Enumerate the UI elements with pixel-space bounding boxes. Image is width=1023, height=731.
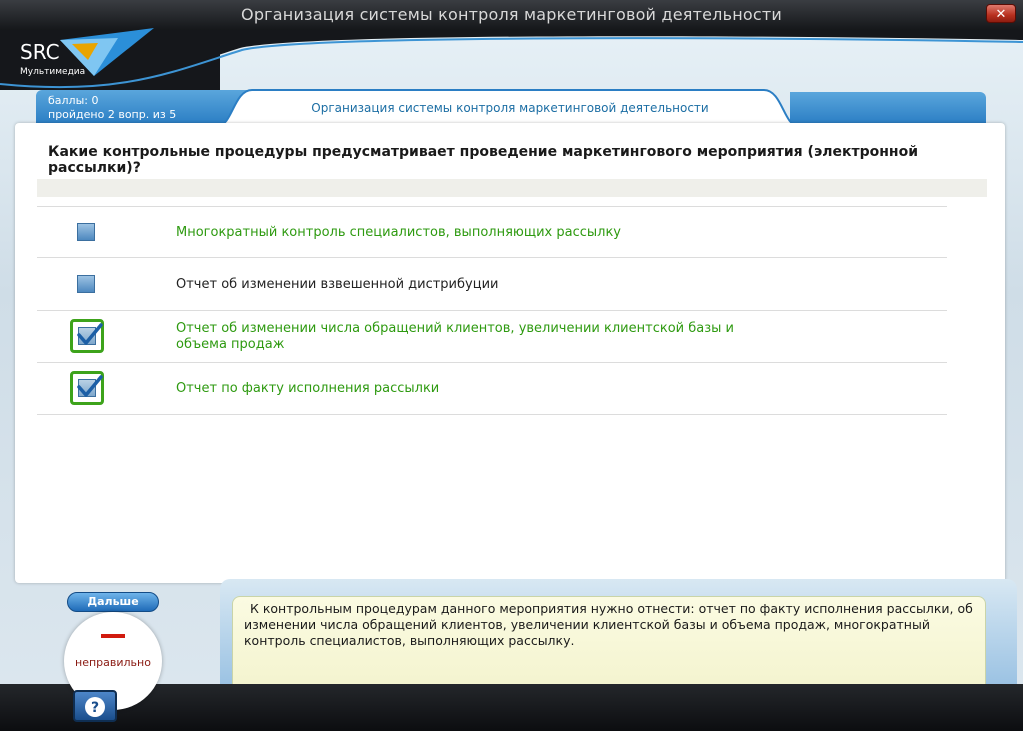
bottom-bar bbox=[0, 684, 1023, 731]
svg-text:?: ? bbox=[90, 700, 100, 716]
option-label: Отчет об изменении числа обращений клиентов, увеличении клиентской базы и объема продаж bbox=[176, 321, 734, 352]
progress-text: пройдено 2 вопр. из 5 bbox=[48, 108, 177, 121]
option-label: Многократный контроль специалистов, выполняющих рассылку bbox=[176, 225, 621, 240]
window-title: Организация системы контроля маркетинговой деятельности bbox=[241, 5, 782, 24]
answer-option-1[interactable] bbox=[37, 207, 947, 257]
score-text: баллы: 0 bbox=[48, 94, 99, 107]
checkbox-unchecked[interactable] bbox=[77, 275, 95, 293]
checkmark-icon bbox=[76, 374, 104, 400]
logo-subtitle: Мультимедиа bbox=[20, 67, 86, 77]
checkbox-checked[interactable] bbox=[70, 371, 104, 405]
answer-option-4[interactable] bbox=[37, 363, 947, 414]
incorrect-dash-icon bbox=[101, 634, 125, 638]
help-icon bbox=[75, 696, 115, 722]
option-divider bbox=[37, 414, 947, 415]
checkmark-icon bbox=[76, 322, 104, 348]
close-button[interactable]: ✕ bbox=[986, 4, 1016, 23]
question-text: Какие контрольные процедуры предусматривает проведение маркетингового мероприятия (электронной рассылки)? bbox=[48, 144, 919, 176]
header-title: Организация системы контроля маркетинговой деятельности bbox=[311, 101, 709, 115]
question-separator bbox=[37, 179, 987, 197]
feedback-text: К контрольным процедурам данного мероприятия нужно отнести: отчет по факту исполнения рассылки, об изменении числа обращений клиентов, увеличении клиентской базы и объема продаж, многократный контроль специалистов, выполняющих рассылку. bbox=[244, 601, 973, 648]
option-label: Отчет об изменении взвешенной дистрибуции bbox=[176, 277, 499, 292]
answer-option-2[interactable] bbox=[37, 258, 947, 310]
checkbox-unchecked[interactable] bbox=[77, 223, 95, 241]
checkbox-checked[interactable] bbox=[70, 319, 104, 353]
option-label: Отчет по факту исполнения рассылки bbox=[176, 381, 440, 396]
answer-option-3[interactable] bbox=[37, 311, 947, 362]
result-text: неправильно bbox=[75, 656, 151, 669]
header-right-tab bbox=[790, 92, 986, 124]
help-button[interactable] bbox=[73, 690, 117, 722]
logo-brand: SRC bbox=[20, 40, 60, 64]
src-logo-icon bbox=[58, 26, 158, 86]
next-button[interactable]: Дальше bbox=[67, 592, 159, 612]
